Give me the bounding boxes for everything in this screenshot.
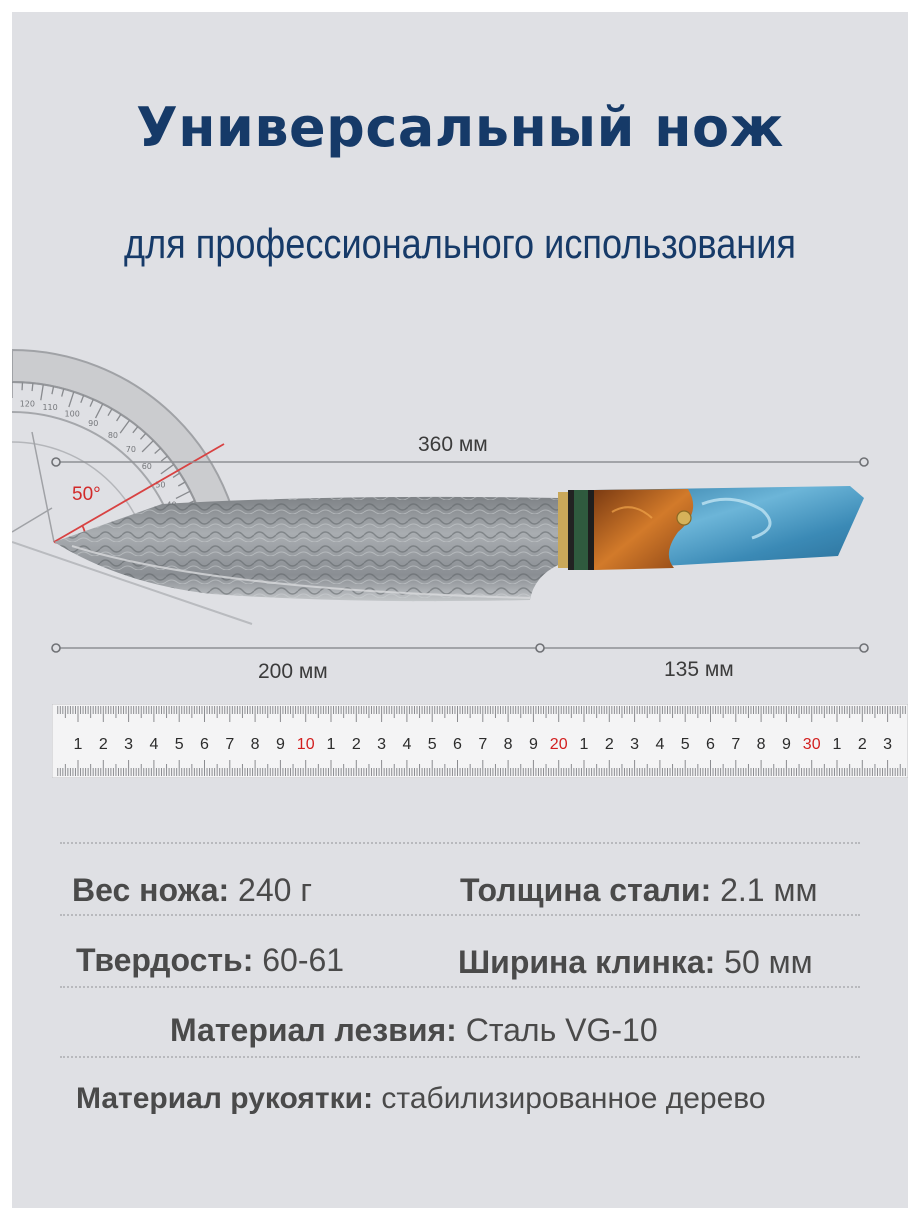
protractor-tick bbox=[81, 395, 84, 402]
protractor-tick bbox=[142, 441, 153, 452]
protractor-tick bbox=[117, 414, 121, 421]
ruler-number: 1 bbox=[579, 736, 589, 753]
ruler-number: 7 bbox=[478, 736, 488, 753]
spec-thickness-label: Толщина стали: bbox=[460, 872, 712, 908]
ruler-number: 4 bbox=[149, 736, 159, 753]
protractor-tick bbox=[176, 491, 190, 498]
ruler-number: 6 bbox=[200, 736, 209, 753]
ruler-number: 2 bbox=[351, 736, 361, 753]
protractor-tick bbox=[32, 383, 33, 391]
measuring-ruler bbox=[52, 704, 908, 778]
ruler-number: 3 bbox=[883, 736, 893, 753]
ruler-number: 3 bbox=[124, 736, 134, 753]
protractor-tick-label: 120 bbox=[19, 399, 35, 409]
protractor-tick bbox=[161, 456, 167, 461]
ruler-number: 2 bbox=[98, 736, 108, 753]
ruler-number: 7 bbox=[225, 736, 235, 753]
spec-thickness-value: 2.1 мм bbox=[720, 872, 818, 908]
ruler-number: 30 bbox=[802, 736, 821, 753]
protractor-tick bbox=[62, 389, 64, 397]
protractor-tick bbox=[155, 448, 161, 453]
ruler-number: 1 bbox=[73, 736, 83, 753]
spec-width-value: 50 мм bbox=[724, 944, 813, 980]
ruler-number: 4 bbox=[402, 736, 412, 753]
handle-length-label: 135 мм bbox=[664, 658, 734, 681]
ruler-number: 2 bbox=[857, 736, 867, 753]
protractor-tick bbox=[161, 464, 174, 473]
knife-bolster bbox=[558, 490, 594, 570]
ruler-graphic bbox=[52, 704, 908, 778]
ruler-number: 5 bbox=[427, 736, 437, 753]
ruler-number: 9 bbox=[528, 736, 538, 753]
ruler-number: 7 bbox=[731, 736, 741, 753]
angle-label: 50° bbox=[72, 484, 101, 505]
protractor-tick-label: 90 bbox=[88, 418, 99, 428]
divider bbox=[60, 914, 860, 916]
ruler-number: 10 bbox=[296, 736, 315, 753]
protractor-tick-label: 110 bbox=[42, 403, 58, 413]
ruler-number: 20 bbox=[549, 736, 568, 753]
protractor-tick bbox=[178, 482, 185, 486]
ruler-number: 8 bbox=[756, 736, 766, 753]
spec-weight-label: Вес ножа: bbox=[72, 872, 230, 908]
spec-hardness-label: Твердость: bbox=[76, 942, 254, 978]
knife-illustration bbox=[12, 332, 908, 702]
ruler-number: 9 bbox=[781, 736, 791, 753]
spec-width bbox=[458, 944, 813, 981]
ruler-number: 5 bbox=[680, 736, 690, 753]
ruler-number: 5 bbox=[174, 736, 184, 753]
page-subtitle: для профессионального использования bbox=[124, 220, 796, 267]
protractor-tick bbox=[90, 399, 93, 406]
ruler-number: 3 bbox=[630, 736, 640, 753]
ruler-number: 6 bbox=[453, 736, 462, 753]
ruler-number: 4 bbox=[655, 736, 665, 753]
spec-weight bbox=[72, 872, 312, 909]
total-length-label: 360 мм bbox=[418, 433, 488, 456]
spec-handle-material bbox=[76, 1082, 766, 1116]
spec-hardness bbox=[76, 942, 344, 979]
ruler-number: 8 bbox=[503, 736, 513, 753]
protractor-tick-label: 70 bbox=[125, 445, 136, 455]
protractor-tick bbox=[140, 433, 145, 439]
page-title: Универсальный нож bbox=[136, 96, 784, 159]
spec-blade-material bbox=[170, 1012, 658, 1049]
ruler-number: 1 bbox=[326, 736, 336, 753]
protractor-tick bbox=[120, 420, 129, 433]
blade-length-label: 200 мм bbox=[258, 660, 328, 683]
knife-blade bbox=[54, 497, 560, 601]
knife-diagram bbox=[12, 332, 908, 702]
protractor-tick bbox=[108, 409, 112, 416]
ruler-number: 2 bbox=[604, 736, 614, 753]
spec-blade-material-label: Материал лезвия: bbox=[170, 1012, 457, 1048]
spec-hardness-value: 60-61 bbox=[262, 942, 345, 978]
protractor-tick bbox=[69, 392, 74, 407]
ruler-number: 8 bbox=[250, 736, 260, 753]
protractor-tick-label: 80 bbox=[107, 430, 119, 440]
protractor-tick bbox=[133, 427, 138, 433]
protractor-tick bbox=[41, 384, 44, 400]
spec-handle-material-value: стабилизированное дерево bbox=[381, 1082, 766, 1115]
spec-handle-material-label: Материал рукоятки: bbox=[76, 1082, 374, 1115]
knife-handle bbox=[594, 486, 864, 570]
ruler-number: 6 bbox=[706, 736, 715, 753]
ruler-number: 1 bbox=[832, 736, 842, 753]
ruler-number: 9 bbox=[275, 736, 285, 753]
protractor-tick bbox=[96, 404, 103, 418]
divider bbox=[60, 986, 860, 988]
divider bbox=[60, 1056, 860, 1058]
ruler-number: 3 bbox=[377, 736, 387, 753]
spec-blade-material-value: Сталь VG-10 bbox=[465, 1012, 658, 1048]
product-card bbox=[12, 12, 908, 1208]
spec-weight-value: 240 г bbox=[238, 872, 312, 908]
protractor-tick-label: 50 bbox=[155, 480, 166, 490]
spec-thickness bbox=[460, 872, 817, 909]
divider bbox=[60, 842, 860, 844]
part-length-dimensions bbox=[52, 644, 868, 652]
protractor-tick-label: 60 bbox=[141, 461, 152, 471]
protractor-tick bbox=[52, 386, 54, 394]
protractor-tick-label: 100 bbox=[64, 409, 80, 419]
spec-width-label: Ширина клинка: bbox=[458, 944, 716, 980]
